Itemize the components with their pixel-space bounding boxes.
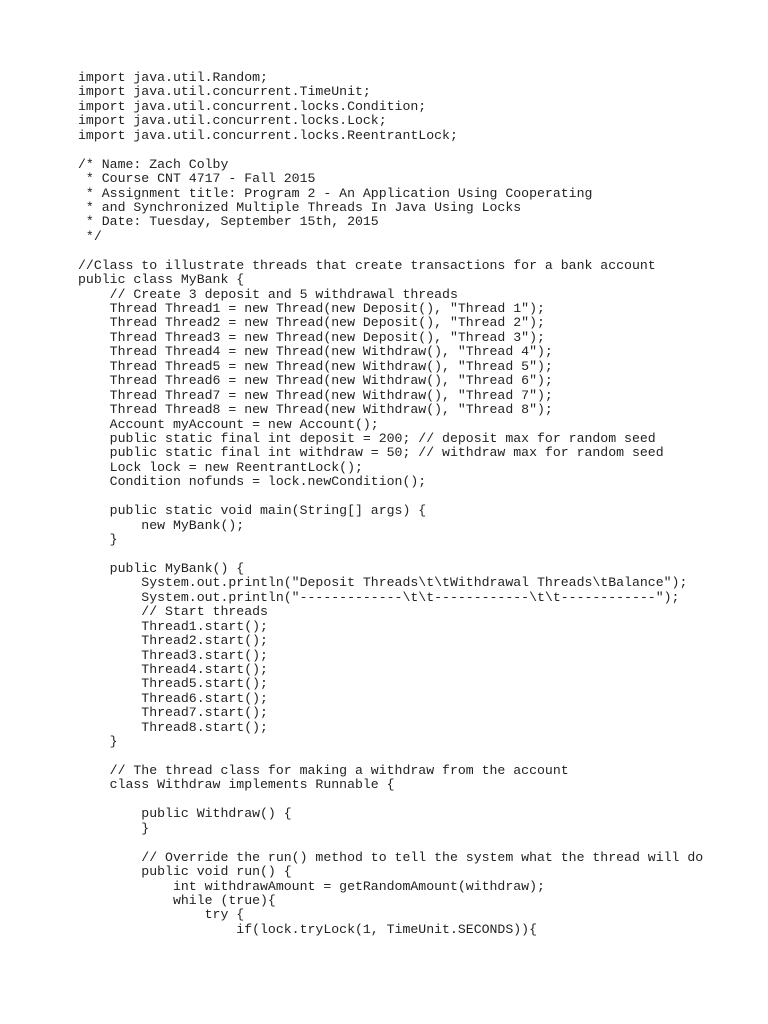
code-line: import java.util.Random; xyxy=(78,70,268,85)
code-line: Condition nofunds = lock.newCondition(); xyxy=(78,474,427,490)
code-line: * Course CNT 4717 - Fall 2015 xyxy=(78,171,316,187)
code-line xyxy=(78,143,758,157)
code-line: Account myAccount = new Account(); xyxy=(78,416,379,432)
code-line: public MyBank() { xyxy=(78,560,245,576)
code-line: import java.util.concurrent.TimeUnit; xyxy=(78,84,371,100)
code-line: Thread6.start(); xyxy=(78,690,268,706)
code-line: Thread5.start(); xyxy=(78,676,268,692)
code-line: public Withdraw() { xyxy=(78,806,292,822)
code-line: Thread7.start(); xyxy=(78,705,268,721)
code-line xyxy=(78,547,758,561)
code-line: System.out.println("Deposit Threads\t\tWithdrawal Threads\tBalance"); xyxy=(78,575,688,591)
code-line: Thread Thread3 = new Thread(new Deposit(), "Thread 3"); xyxy=(78,329,545,345)
code-line: //Class to illustrate threads that create transactions for a bank account xyxy=(78,257,656,273)
code-line: import java.util.concurrent.locks.Lock; xyxy=(78,113,387,129)
code-line: Thread3.start(); xyxy=(78,647,268,663)
code-line: } xyxy=(78,532,118,547)
code-line: * Date: Tuesday, September 15th, 2015 xyxy=(78,214,379,230)
code-line: while (true){ xyxy=(78,892,276,908)
code-line: public static void main(String[] args) { xyxy=(78,503,427,519)
code-line: public static final int deposit = 200; // deposit max for random seed xyxy=(78,430,656,446)
code-line: // Override the run() method to tell the system what the thread will do xyxy=(78,849,704,865)
code-line: System.out.println("-------------\t\t------------\t\t------------"); xyxy=(78,589,680,605)
code-line: Thread Thread2 = new Thread(new Deposit(), "Thread 2"); xyxy=(78,315,545,331)
code-line xyxy=(78,836,758,850)
code-line: public class MyBank { xyxy=(78,272,245,288)
code-line: public static final int withdraw = 50; // withdraw max for random seed xyxy=(78,445,664,461)
code-line: // Create 3 deposit and 5 withdrawal threads xyxy=(78,286,458,302)
code-line: /* Name: Zach Colby xyxy=(78,156,229,172)
code-line: Thread1.start(); xyxy=(78,618,268,634)
code-line xyxy=(78,244,758,258)
code-line: Thread Thread4 = new Thread(new Withdraw(), "Thread 4"); xyxy=(78,344,553,360)
code-line: Thread Thread1 = new Thread(new Deposit(), "Thread 1"); xyxy=(78,301,545,316)
code-line: Thread8.start(); xyxy=(78,719,268,735)
code-line: * Assignment title: Program 2 - An Application Using Cooperating xyxy=(78,185,593,201)
code-line: // Start threads xyxy=(78,604,268,620)
code-line: Thread4.start(); xyxy=(78,661,268,677)
code-line: } xyxy=(78,820,150,836)
code-line: class Withdraw implements Runnable { xyxy=(78,777,395,793)
code-line: Thread Thread7 = new Thread(new Withdraw(), "Thread 7"); xyxy=(78,387,553,403)
code-line: int withdrawAmount = getRandomAmount(withdraw); xyxy=(78,878,545,894)
code-line: * and Synchronized Multiple Threads In Java Using Locks xyxy=(78,199,522,215)
code-line: } xyxy=(78,734,118,750)
code-listing xyxy=(78,71,758,937)
code-line: new MyBank(); xyxy=(78,517,245,533)
code-line: try { xyxy=(78,907,245,923)
code-line: Thread Thread8 = new Thread(new Withdraw(), "Thread 8"); xyxy=(78,402,553,418)
code-line: Lock lock = new ReentrantLock(); xyxy=(78,459,363,475)
code-line xyxy=(78,793,758,807)
code-line xyxy=(78,750,758,764)
code-line: Thread Thread6 = new Thread(new Withdraw(), "Thread 6"); xyxy=(78,373,553,389)
code-line: public void run() { xyxy=(78,864,292,880)
code-line: // The thread class for making a withdraw from the account xyxy=(78,763,569,778)
code-line: Thread Thread5 = new Thread(new Withdraw(), "Thread 5"); xyxy=(78,358,553,374)
code-line: */ xyxy=(78,228,102,244)
code-line: if(lock.tryLock(1, TimeUnit.SECONDS)){ xyxy=(78,921,537,937)
code-line xyxy=(78,490,758,504)
code-line: import java.util.concurrent.locks.ReentrantLock; xyxy=(78,127,458,143)
code-line: Thread2.start(); xyxy=(78,633,268,649)
code-line: import java.util.concurrent.locks.Condition; xyxy=(78,98,427,114)
